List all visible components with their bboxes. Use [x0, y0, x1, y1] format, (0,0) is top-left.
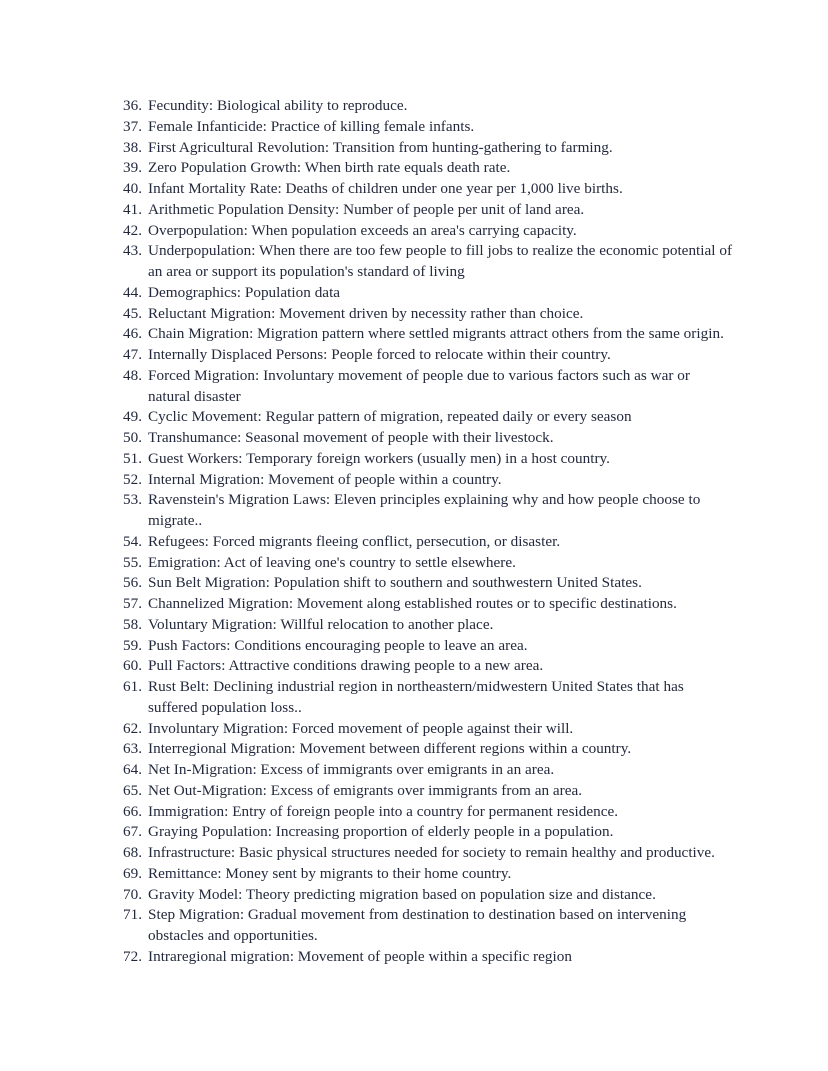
list-item-number: 57. — [123, 595, 143, 612]
list-item — [123, 490, 735, 532]
list-item-text: Chain Migration: Migration pattern where settled migrants attract others from the same origin. — [148, 325, 724, 343]
list-item — [123, 553, 735, 574]
list-item-text: Immigration: Entry of foreign people into a country for permanent residence. — [148, 802, 619, 820]
list-item-number: 60. — [123, 657, 143, 675]
list-item-text: Push Factors: Conditions encouraging people to leave an area. — [148, 636, 528, 654]
list-item-text: Step Migration: Gradual movement from destination to destination based on intervening obstacles and opportunities. — [148, 906, 687, 944]
list-item-text: Internal Migration: Movement of people within a country. — [148, 470, 502, 488]
list-item — [123, 864, 735, 885]
list-item — [123, 428, 735, 449]
list-item — [123, 656, 735, 677]
list-item-text: Voluntary Migration: Willful relocation to another place. — [148, 615, 494, 633]
list-item-text: Interregional Migration: Movement between different regions within a country. — [148, 740, 632, 758]
list-item-number: 46. — [123, 325, 143, 343]
list-item-text: Infant Mortality Rate: Deaths of children under one year per 1,000 live births. — [148, 180, 623, 197]
list-item-number: 37. — [123, 117, 143, 135]
list-item-number: 52. — [123, 470, 143, 488]
list-item-number: 38. — [123, 138, 143, 156]
list-item — [123, 179, 735, 200]
list-item — [123, 324, 735, 345]
list-item — [123, 283, 735, 304]
list-item-number: 62. — [123, 719, 143, 737]
list-item — [123, 781, 735, 802]
list-item-text: Arithmetic Population Density: Number of people per unit of land area. — [148, 200, 585, 218]
list-item — [123, 739, 735, 760]
list-item-number: 72. — [123, 947, 143, 965]
list-item-number: 40. — [123, 180, 143, 197]
list-item-text: Internally Displaced Persons: People forced to relocate within their country. — [148, 346, 611, 363]
list-item-text: First Agricultural Revolution: Transition from hunting-gathering to farming. — [148, 138, 613, 156]
list-item-text: Rust Belt: Declining industrial region in northeastern/midwestern United States that has suffered population loss.. — [148, 678, 684, 716]
list-item — [123, 345, 735, 366]
list-item-text: Refugees: Forced migrants fleeing conflict, persecution, or disaster. — [148, 532, 561, 550]
list-item-number: 36. — [123, 97, 143, 114]
list-item-text: Net In-Migration: Excess of immigrants over emigrants in an area. — [148, 761, 555, 778]
list-item-text: Fecundity: Biological ability to reproduce. — [148, 97, 408, 114]
list-item-text: Demographics: Population data — [148, 283, 341, 301]
list-item-number: 43. — [123, 242, 143, 260]
list-item-number: 59. — [123, 636, 143, 654]
list-item-text: Overpopulation: When population exceeds an area's carrying capacity. — [148, 221, 577, 239]
list-item-number: 71. — [123, 906, 143, 924]
list-item — [123, 449, 735, 470]
list-item — [123, 843, 735, 864]
list-item-text: Forced Migration: Involuntary movement of people due to various factors such as war or natural disaster — [148, 366, 690, 405]
list-item-number: 41. — [123, 200, 143, 218]
list-item-text: Underpopulation: When there are too few people to fill jobs to realize the economic potential of an area or support its population's standard of living — [148, 242, 733, 280]
list-item — [123, 200, 735, 221]
list-item — [123, 221, 735, 242]
list-item-text: Infrastructure: Basic physical structures needed for society to remain healthy and productive. — [148, 844, 715, 861]
list-item — [123, 594, 735, 615]
list-item-text: Intraregional migration: Movement of people within a specific region — [148, 947, 572, 965]
list-item — [123, 366, 735, 408]
list-item-number: 68. — [123, 844, 143, 861]
list-item-number: 56. — [123, 574, 143, 592]
list-item-text: Guest Workers: Temporary foreign workers (usually men) in a host country. — [148, 449, 610, 467]
list-item-text: Channelized Migration: Movement along established routes or to specific destinations. — [148, 595, 677, 612]
list-item-number: 66. — [123, 802, 143, 820]
list-item-number: 44. — [123, 283, 143, 301]
list-item — [123, 573, 735, 594]
list-item-number: 64. — [123, 761, 143, 778]
list-item — [123, 158, 735, 179]
list-item-number: 53. — [123, 491, 143, 509]
list-item-text: Reluctant Migration: Movement driven by necessity rather than choice. — [148, 304, 584, 322]
list-item — [123, 905, 735, 947]
list-item-number: 65. — [123, 781, 143, 799]
list-item — [123, 947, 735, 968]
glossary-list — [123, 96, 735, 968]
list-item-text: Transhumance: Seasonal movement of people with their livestock. — [148, 429, 554, 446]
list-item — [123, 96, 735, 117]
list-item — [123, 470, 735, 491]
list-item-text: Remittance: Money sent by migrants to their home country. — [148, 864, 512, 882]
list-item-number: 49. — [123, 408, 143, 426]
list-item — [123, 241, 735, 283]
list-item — [123, 117, 735, 138]
list-item-number: 58. — [123, 615, 143, 633]
list-item-text: Emigration: Act of leaving one's country to settle elsewhere. — [148, 553, 516, 571]
list-item-number: 55. — [123, 553, 143, 571]
list-item — [123, 138, 735, 159]
list-item-text: Pull Factors: Attractive conditions drawing people to a new area. — [148, 657, 544, 675]
list-item-number: 45. — [123, 304, 143, 322]
list-item-text: Gravity Model: Theory predicting migration based on population size and distance. — [148, 885, 656, 903]
list-item — [123, 802, 735, 823]
list-item — [123, 719, 735, 740]
list-item-number: 42. — [123, 221, 143, 239]
list-item-number: 70. — [123, 885, 143, 903]
list-item — [123, 615, 735, 636]
list-item — [123, 407, 735, 428]
list-item-number: 48. — [123, 366, 143, 384]
list-item — [123, 760, 735, 781]
list-item-text: Cyclic Movement: Regular pattern of migration, repeated daily or every season — [148, 408, 632, 426]
list-item-text: Involuntary Migration: Forced movement of people against their will. — [148, 719, 574, 737]
list-item — [123, 532, 735, 553]
list-item — [123, 677, 735, 719]
list-item-number: 54. — [123, 532, 143, 550]
list-item-number: 47. — [123, 346, 143, 363]
list-item-number: 51. — [123, 449, 143, 467]
list-item-number: 50. — [123, 429, 143, 446]
list-item — [123, 304, 735, 325]
list-item-text: Sun Belt Migration: Population shift to southern and southwestern United States. — [148, 574, 642, 592]
list-item-number: 61. — [123, 678, 143, 695]
list-item-number: 67. — [123, 823, 143, 841]
list-item-text: Zero Population Growth: When birth rate equals death rate. — [148, 159, 511, 177]
list-item — [123, 636, 735, 657]
list-item-number: 63. — [123, 740, 143, 758]
list-item-text: Graying Population: Increasing proportion of elderly people in a population. — [148, 823, 614, 841]
list-item-number: 39. — [123, 159, 143, 177]
list-item-number: 69. — [123, 864, 143, 882]
list-item — [123, 822, 735, 843]
list-item-text: Net Out-Migration: Excess of emigrants over immigrants from an area. — [148, 781, 583, 799]
list-item-text: Female Infanticide: Practice of killing female infants. — [148, 117, 475, 135]
list-item-text: Ravenstein's Migration Laws: Eleven principles explaining why and how people choose to migrate.. — [148, 491, 701, 529]
list-item — [123, 885, 735, 906]
